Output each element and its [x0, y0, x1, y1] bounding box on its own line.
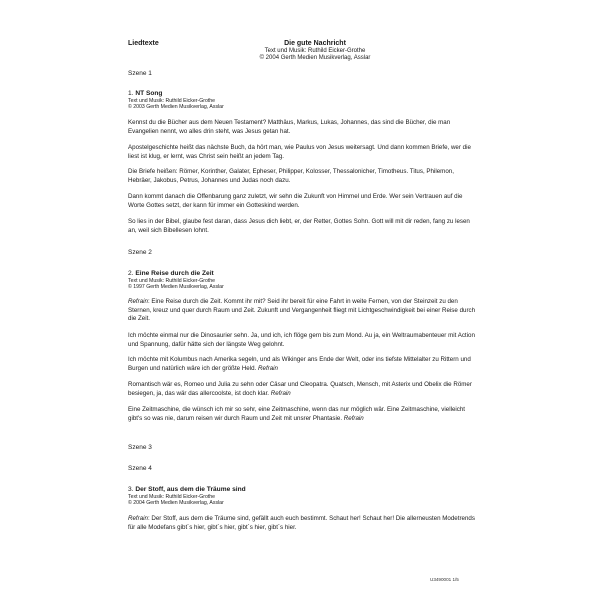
page-footer: U3490001 1/5	[430, 577, 459, 582]
song-credit-1	[128, 98, 478, 110]
lyric-paragraph: Refrain: Der Stoff, aus dem die Träume sind, gefällt auch euch bestimmt. Schaut her! Schaut her! Die allerneusten Modetrends für alle Modefans gibt´s hier, gibt´s hier, gibt´s hier, gibt´s hier.	[128, 515, 475, 531]
credit-text: Text und Musik: Ruthild Eicker-Grothe	[128, 494, 216, 500]
song-number: 3.	[128, 486, 134, 493]
refrain-label: Refrain	[128, 515, 148, 522]
refrain-label: Refrain	[258, 364, 278, 372]
lyric-paragraph: Kennst du die Bücher aus dem Neuen Testament? Matthäus, Markus, Lukas, Johannes, das sind die Bücher, die man Evangelien nennt, wo alles drin steht, was Jesus getan hat.	[128, 119, 451, 135]
scene-heading-2: Szene 2	[128, 249, 152, 256]
lyric-paragraph: Dann kommt danach die Offenbarung ganz zuletzt, wir sehn die Zukunft von Himmel und Erde. Wer sein Vertrauen auf die Worte Gottes setzt, der kann für immer ein Gotteskind werden.	[128, 193, 463, 209]
scene-heading-3: Szene 3	[128, 444, 152, 451]
credit-text: Text und Musik: Ruthild Eicker-Grothe	[128, 98, 216, 104]
refrain-label: Refrain	[343, 414, 364, 422]
lyric-paragraph: Romantisch wär es, Romeo und Julia zu sehn oder Cäsar und Cleopatra. Quatsch, Mensch, mit Asterix und Obelix die Römer besiegen, ja, das wär das allercoolste, ist doch klar. Refrain	[128, 381, 472, 397]
song-credit-2	[128, 278, 478, 290]
lyric-paragraph: Refrain: Eine Reise durch die Zeit. Kommt ihr mit? Seid ihr bereit für eine Fahrt in weite Fernen, von der Steinzeit zu den Sternen, kreuz und quer durch Raum und Zeit. Zukunft und Vergangenheit fliegt mit Lichtgeschwindigkeit bei einer Reise durch die Zeit.	[128, 298, 476, 323]
header-credit-text: Text und Musik: Ruthild Eicker-Grothe	[264, 48, 366, 54]
song-title-2	[128, 270, 478, 278]
lyric-paragraph: Apostelgeschichte heißt das nächste Buch, da hört man, wie Paulus von Jesus weitersagt. Und dann kommen Briefe, wer die liest ist klug, er lernt, was Christ sein heißt an jedem Tag.	[128, 144, 471, 160]
scene-heading-1: Szene 1	[128, 70, 152, 77]
header-credit-copyright: © 2004 Gerth Medien Musikverlag, Asslar	[259, 55, 371, 61]
refrain-label: Refrain	[270, 389, 291, 397]
lyric-paragraph: Ich möchte einmal nur die Dinosaurier sehn. Ja, und ich, ich flöge gern bis zum Mond. Au ja, ein Weltraumabenteuer mit Action und Spannung, dafür hätte sich der längste Weg gelohnt.	[128, 332, 475, 348]
song-name: Der Stoff, aus dem die Träume sind	[135, 486, 246, 493]
song-name: NT Song	[135, 90, 163, 97]
song-credit-3	[128, 494, 478, 506]
song-number: 1.	[128, 90, 134, 97]
scene-heading-4: Szene 4	[128, 465, 152, 472]
credit-copyright: © 1997 Gerth Medien Musikverlag, Asslar	[128, 284, 224, 291]
section-label: Liedtexte	[128, 40, 159, 47]
credit-copyright: © 2003 Gerth Medien Musikverlag, Asslar	[128, 104, 224, 111]
song-name: Eine Reise durch die Zeit	[135, 270, 214, 277]
song-number: 2.	[128, 270, 134, 277]
lyric-paragraph: Eine Zeitmaschine, die wünsch ich mir so sehr, eine Zeitmaschine, wenn das nur möglich wär. Eine Zeitmaschine, vielleicht gibt's so was nie, darum reisen wir durch Raum und Zeit mit unsrer Phantasie. Refrain	[128, 406, 466, 422]
lyric-paragraph: So lies in der Bibel, glaube fest daran, dass Jesus dich liebt, er, der Retter, Gottes Sohn. Gott will mit dir reden, fang zu lesen an, weil sich Bibellesen lohnt.	[128, 218, 470, 234]
document-header	[220, 40, 410, 62]
refrain-label: Refrain	[128, 298, 148, 305]
credit-text: Text und Musik: Ruthild Eicker-Grothe	[128, 278, 216, 284]
lyric-paragraph: Ich möchte mit Kolumbus nach Amerika segeln, und als Wikinger ans Ende der Welt, oder ins tiefste Mittelalter zu Rittern und Burgen und natürlich wäre ich der größte Held. Refrain	[128, 356, 471, 372]
song-title-1	[128, 90, 478, 98]
document-title: Die gute Nachricht	[284, 40, 346, 47]
song-title-3	[128, 486, 478, 494]
lyric-paragraph: Die Briefe heißen: Römer, Korinther, Galater, Epheser, Philipper, Kolosser, Thessalonicher, Timotheus. Titus, Philemon, Hebräer, Jakobus, Petrus, Johannes und Judas noch dazu.	[128, 168, 454, 184]
credit-copyright: © 2004 Gerth Medien Musikverlag, Asslar	[128, 500, 224, 507]
